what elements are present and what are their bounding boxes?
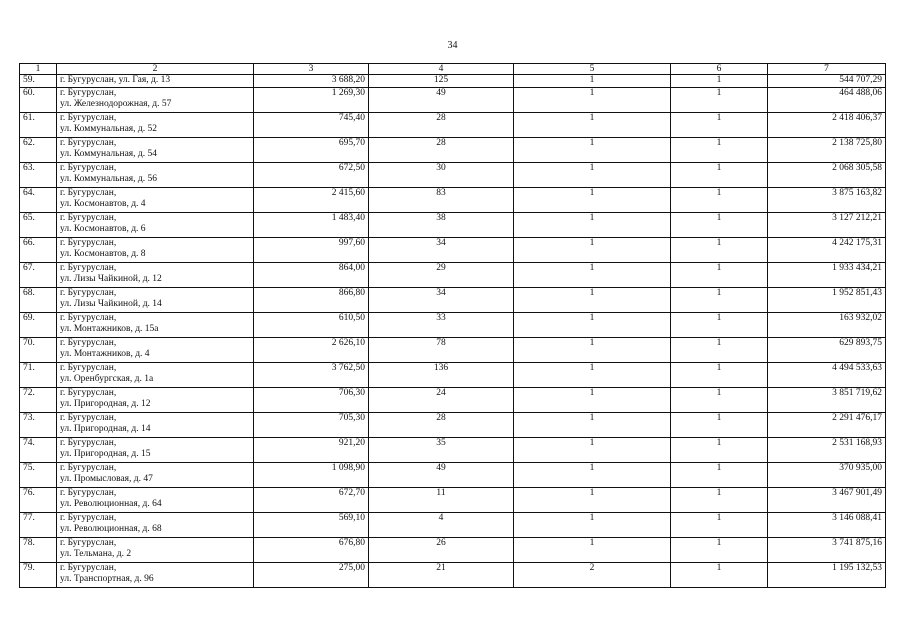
area-cell: 921,20 <box>254 438 369 463</box>
address-line-1: г. Бугуруслан, <box>60 363 117 373</box>
column-4-cell: 35 <box>369 438 514 463</box>
address-cell <box>57 488 254 513</box>
area-cell: 672,50 <box>254 163 369 188</box>
buildings-table <box>19 63 886 588</box>
address-cell <box>57 313 254 338</box>
area-cell: 569,10 <box>254 513 369 538</box>
column-5-cell: 1 <box>514 213 671 238</box>
column-header: 7 <box>768 64 886 75</box>
address-line-2: ул. Промысловая, д. 47 <box>60 474 153 484</box>
table-row <box>20 163 886 188</box>
area-cell: 610,50 <box>254 313 369 338</box>
column-4-cell: 33 <box>369 313 514 338</box>
table-row <box>20 513 886 538</box>
address-line-1: г. Бугуруслан, <box>60 563 117 573</box>
cost-cell: 1 195 132,53 <box>768 563 886 588</box>
address-line-1: г. Бугуруслан, <box>60 388 117 398</box>
address-line-2: ул. Транспортная, д. 96 <box>60 574 154 584</box>
address-line-2: ул. Пригородная, д. 14 <box>60 424 151 434</box>
header-row <box>20 64 886 75</box>
address-cell <box>57 538 254 563</box>
table-row <box>20 563 886 588</box>
column-6-cell: 1 <box>671 88 768 113</box>
row-number: 74. <box>20 438 57 463</box>
column-4-cell: 78 <box>369 338 514 363</box>
area-cell: 706,30 <box>254 388 369 413</box>
row-number: 64. <box>20 188 57 213</box>
column-4-cell: 29 <box>369 263 514 288</box>
column-6-cell: 1 <box>671 413 768 438</box>
address-cell <box>57 75 254 88</box>
column-5-cell: 1 <box>514 75 671 88</box>
column-6-cell: 1 <box>671 138 768 163</box>
column-5-cell: 2 <box>514 563 671 588</box>
column-6-cell: 1 <box>671 238 768 263</box>
area-cell: 3 688,20 <box>254 75 369 88</box>
address-line-2: ул. Космонавтов, д. 4 <box>60 199 146 209</box>
address-line-2: ул. Коммунальная, д. 54 <box>60 149 157 159</box>
row-number: 79. <box>20 563 57 588</box>
address-line-1: г. Бугуруслан, <box>60 413 117 423</box>
address-line-1: г. Бугуруслан, <box>60 188 117 198</box>
area-cell: 1 483,40 <box>254 213 369 238</box>
address-line-1: г. Бугуруслан, <box>60 288 117 298</box>
column-5-cell: 1 <box>514 463 671 488</box>
address-line-2: ул. Космонавтов, д. 6 <box>60 224 146 234</box>
cost-cell: 3 146 088,41 <box>768 513 886 538</box>
address-line-1: г. Бугуруслан, <box>60 238 117 248</box>
column-6-cell: 1 <box>671 313 768 338</box>
column-4-cell: 30 <box>369 163 514 188</box>
cost-cell: 2 291 476,17 <box>768 413 886 438</box>
row-number: 66. <box>20 238 57 263</box>
cost-cell: 4 242 175,31 <box>768 238 886 263</box>
cost-cell: 3 467 901,49 <box>768 488 886 513</box>
row-number: 61. <box>20 113 57 138</box>
cost-cell: 2 138 725,80 <box>768 138 886 163</box>
column-6-cell: 1 <box>671 163 768 188</box>
area-cell: 864,00 <box>254 263 369 288</box>
column-5-cell: 1 <box>514 488 671 513</box>
column-6-cell: 1 <box>671 263 768 288</box>
cost-cell: 3 741 875,16 <box>768 538 886 563</box>
column-6-cell: 1 <box>671 388 768 413</box>
column-5-cell: 1 <box>514 313 671 338</box>
address-line-2: ул. Революционная, д. 68 <box>60 524 162 534</box>
area-cell: 2 415,60 <box>254 188 369 213</box>
cost-cell: 1 933 434,21 <box>768 263 886 288</box>
address-line-2: ул. Революционная, д. 64 <box>60 499 162 509</box>
cost-cell: 2 418 406,37 <box>768 113 886 138</box>
address-line-2: ул. Пригородная, д. 12 <box>60 399 151 409</box>
address-line-2: ул. Монтажников, д. 15а <box>60 324 159 334</box>
column-6-cell: 1 <box>671 113 768 138</box>
column-4-cell: 136 <box>369 363 514 388</box>
column-header: 5 <box>514 64 671 75</box>
address-cell <box>57 238 254 263</box>
column-header: 3 <box>254 64 369 75</box>
address-line-2: ул. Пригородная, д. 15 <box>60 449 151 459</box>
column-4-cell: 28 <box>369 113 514 138</box>
address-line-1: г. Бугуруслан, ул. Гая, д. 13 <box>60 75 171 85</box>
address-line-2: ул. Лизы Чайкиной, д. 14 <box>60 299 162 309</box>
row-number: 65. <box>20 213 57 238</box>
column-5-cell: 1 <box>514 438 671 463</box>
column-header: 1 <box>20 64 57 75</box>
table-row <box>20 138 886 163</box>
area-cell: 1 098,90 <box>254 463 369 488</box>
column-5-cell: 1 <box>514 188 671 213</box>
column-header: 6 <box>671 64 768 75</box>
area-cell: 275,00 <box>254 563 369 588</box>
address-cell <box>57 138 254 163</box>
area-cell: 676,80 <box>254 538 369 563</box>
column-5-cell: 1 <box>514 113 671 138</box>
column-header: 4 <box>369 64 514 75</box>
area-cell: 705,30 <box>254 413 369 438</box>
address-cell <box>57 338 254 363</box>
column-4-cell: 49 <box>369 463 514 488</box>
column-4-cell: 28 <box>369 413 514 438</box>
column-6-cell: 1 <box>671 288 768 313</box>
address-line-1: г. Бугуруслан, <box>60 313 117 323</box>
column-5-cell: 1 <box>514 363 671 388</box>
column-4-cell: 34 <box>369 238 514 263</box>
table-row <box>20 188 886 213</box>
address-line-2: ул. Тельмана, д. 2 <box>60 549 132 559</box>
row-number: 75. <box>20 463 57 488</box>
address-line-2: ул. Космонавтов, д. 8 <box>60 249 146 259</box>
address-cell <box>57 563 254 588</box>
cost-cell: 2 068 305,58 <box>768 163 886 188</box>
address-cell <box>57 413 254 438</box>
row-number: 72. <box>20 388 57 413</box>
column-6-cell: 1 <box>671 463 768 488</box>
address-cell <box>57 113 254 138</box>
address-cell <box>57 263 254 288</box>
column-6-cell: 1 <box>671 538 768 563</box>
row-number: 60. <box>20 88 57 113</box>
area-cell: 695,70 <box>254 138 369 163</box>
address-line-1: г. Бугуруслан, <box>60 138 117 148</box>
column-4-cell: 4 <box>369 513 514 538</box>
table-row <box>20 363 886 388</box>
column-6-cell: 1 <box>671 363 768 388</box>
column-4-cell: 21 <box>369 563 514 588</box>
column-6-cell: 1 <box>671 75 768 88</box>
row-number: 70. <box>20 338 57 363</box>
address-line-2: ул. Монтажников, д. 4 <box>60 349 150 359</box>
table-row <box>20 213 886 238</box>
column-4-cell: 34 <box>369 288 514 313</box>
column-5-cell: 1 <box>514 513 671 538</box>
row-number: 77. <box>20 513 57 538</box>
address-cell <box>57 288 254 313</box>
cost-cell: 3 127 212,21 <box>768 213 886 238</box>
cost-cell: 370 935,00 <box>768 463 886 488</box>
address-cell <box>57 513 254 538</box>
address-line-2: ул. Железнодорожная, д. 57 <box>60 99 172 109</box>
column-6-cell: 1 <box>671 488 768 513</box>
column-5-cell: 1 <box>514 288 671 313</box>
table-row <box>20 438 886 463</box>
address-line-1: г. Бугуруслан, <box>60 88 117 98</box>
row-number: 67. <box>20 263 57 288</box>
column-5-cell: 1 <box>514 263 671 288</box>
cost-cell: 2 531 168,93 <box>768 438 886 463</box>
column-5-cell: 1 <box>514 338 671 363</box>
table-row <box>20 238 886 263</box>
column-4-cell: 26 <box>369 538 514 563</box>
address-line-1: г. Бугуруслан, <box>60 263 117 273</box>
column-5-cell: 1 <box>514 238 671 263</box>
address-line-1: г. Бугуруслан, <box>60 538 117 548</box>
address-cell <box>57 463 254 488</box>
row-number: 68. <box>20 288 57 313</box>
row-number: 62. <box>20 138 57 163</box>
cost-cell: 464 488,06 <box>768 88 886 113</box>
address-line-1: г. Бугуруслан, <box>60 338 117 348</box>
address-line-2: ул. Лизы Чайкиной, д. 12 <box>60 274 162 284</box>
cost-cell: 4 494 533,63 <box>768 363 886 388</box>
row-number: 78. <box>20 538 57 563</box>
cost-cell: 3 851 719,62 <box>768 388 886 413</box>
table-row <box>20 338 886 363</box>
table-row <box>20 388 886 413</box>
column-4-cell: 38 <box>369 213 514 238</box>
address-cell <box>57 438 254 463</box>
table-row <box>20 463 886 488</box>
column-4-cell: 83 <box>369 188 514 213</box>
row-number: 76. <box>20 488 57 513</box>
address-line-1: г. Бугуруслан, <box>60 463 117 473</box>
address-cell <box>57 163 254 188</box>
address-line-2: ул. Оренбургская, д. 1а <box>60 374 154 384</box>
row-number: 69. <box>20 313 57 338</box>
address-line-2: ул. Коммунальная, д. 56 <box>60 174 157 184</box>
column-5-cell: 1 <box>514 538 671 563</box>
table-row <box>20 88 886 113</box>
address-cell <box>57 188 254 213</box>
table-row <box>20 538 886 563</box>
table-row <box>20 288 886 313</box>
address-cell <box>57 88 254 113</box>
column-header: 2 <box>57 64 254 75</box>
column-5-cell: 1 <box>514 413 671 438</box>
cost-cell: 3 875 163,82 <box>768 188 886 213</box>
address-line-1: г. Бугуруслан, <box>60 113 117 123</box>
column-6-cell: 1 <box>671 213 768 238</box>
table-row <box>20 313 886 338</box>
table-row <box>20 413 886 438</box>
table-row <box>20 488 886 513</box>
area-cell: 997,60 <box>254 238 369 263</box>
column-6-cell: 1 <box>671 438 768 463</box>
column-5-cell: 1 <box>514 88 671 113</box>
column-4-cell: 28 <box>369 138 514 163</box>
area-cell: 745,40 <box>254 113 369 138</box>
column-4-cell: 11 <box>369 488 514 513</box>
table-row <box>20 263 886 288</box>
column-6-cell: 1 <box>671 513 768 538</box>
table-row <box>20 75 886 88</box>
row-number: 71. <box>20 363 57 388</box>
area-cell: 866,80 <box>254 288 369 313</box>
column-6-cell: 1 <box>671 338 768 363</box>
row-number: 63. <box>20 163 57 188</box>
table-body <box>20 64 886 588</box>
column-4-cell: 49 <box>369 88 514 113</box>
address-cell <box>57 213 254 238</box>
address-line-1: г. Бугуруслан, <box>60 213 117 223</box>
page-number: 34 <box>447 40 458 51</box>
cost-cell: 1 952 851,43 <box>768 288 886 313</box>
row-number: 73. <box>20 413 57 438</box>
address-line-1: г. Бугуруслан, <box>60 163 117 173</box>
table-row <box>20 113 886 138</box>
address-cell <box>57 363 254 388</box>
address-line-1: г. Бугуруслан, <box>60 488 117 498</box>
cost-cell: 629 893,75 <box>768 338 886 363</box>
column-5-cell: 1 <box>514 138 671 163</box>
column-4-cell: 125 <box>369 75 514 88</box>
row-number: 59. <box>20 75 57 88</box>
address-line-1: г. Бугуруслан, <box>60 513 117 523</box>
area-cell: 2 626,10 <box>254 338 369 363</box>
address-line-1: г. Бугуруслан, <box>60 438 117 448</box>
column-6-cell: 1 <box>671 188 768 213</box>
address-line-2: ул. Коммунальная, д. 52 <box>60 124 157 134</box>
address-cell <box>57 388 254 413</box>
column-6-cell: 1 <box>671 563 768 588</box>
cost-cell: 544 707,29 <box>768 75 886 88</box>
column-4-cell: 24 <box>369 388 514 413</box>
cost-cell: 163 932,02 <box>768 313 886 338</box>
area-cell: 1 269,30 <box>254 88 369 113</box>
column-5-cell: 1 <box>514 388 671 413</box>
area-cell: 3 762,50 <box>254 363 369 388</box>
area-cell: 672,70 <box>254 488 369 513</box>
column-5-cell: 1 <box>514 163 671 188</box>
